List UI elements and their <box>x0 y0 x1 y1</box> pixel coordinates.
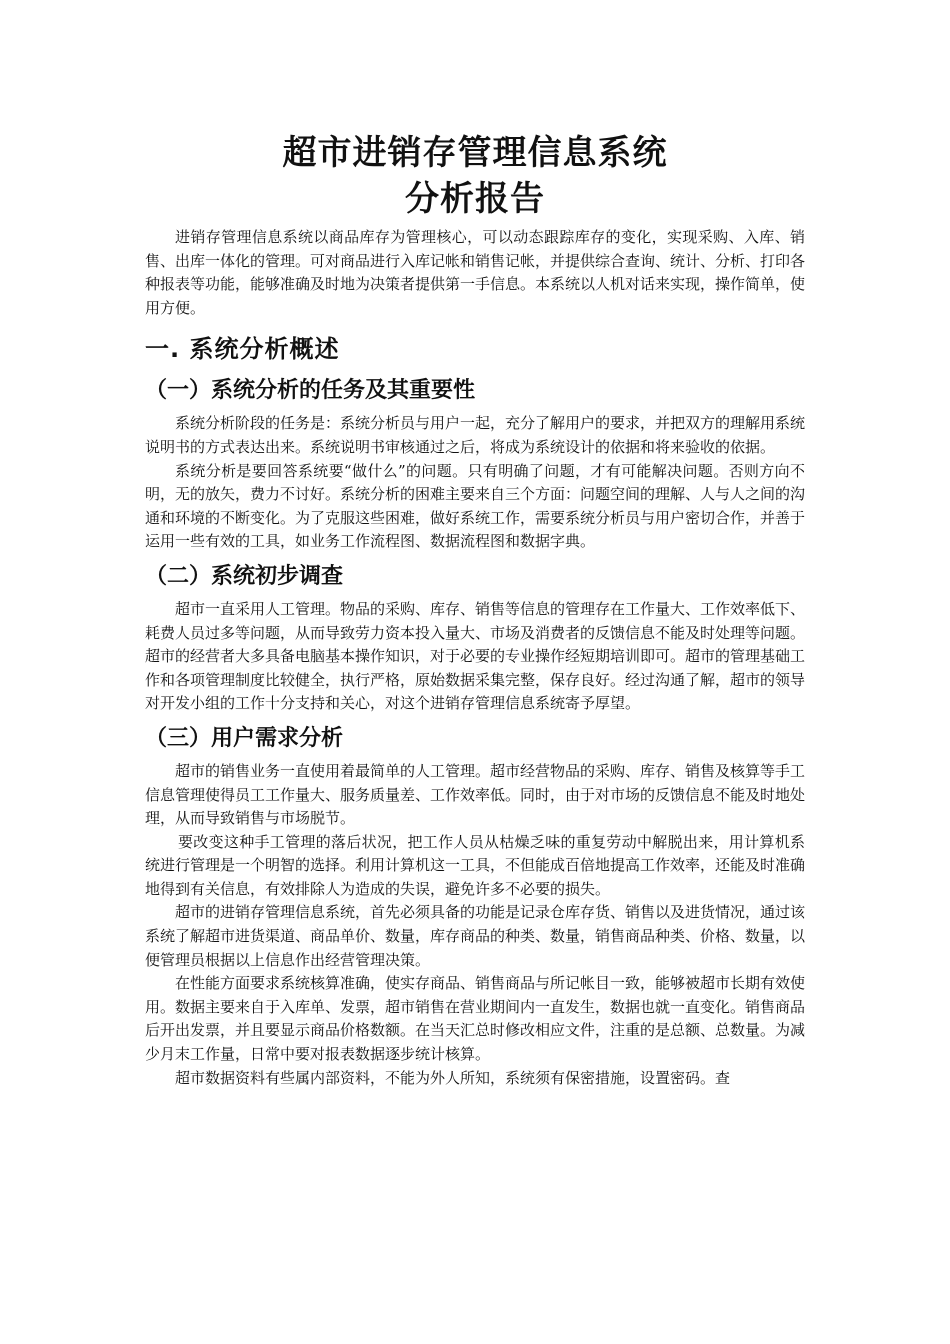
body-paragraph: 系统分析是要回答系统要“做什么”的问题。只有明确了问题，才有可能解决问题。否则方向不明，无的放矢，费力不讨好。系统分析的困难主要来自三个方面：问题空间的理解、人与人之间的沟通和环境的不断变化。为了克服这些困难，做好系统工作，需要系统分析员与用户密切合作，并善于运用一些有效的工具，如业务工作流程图、数据流程图和数据字典。 <box>145 461 806 551</box>
subsection-heading-requirements: （三）用户需求分析 <box>145 725 344 751</box>
subsection-heading-survey: （二）系统初步调查 <box>145 563 344 589</box>
subsection-heading-tasks: （一）系统分析的任务及其重要性 <box>145 378 476 404</box>
body-paragraph: 超市的销售业务一直使用着最简单的人工管理。超市经营物品的采购、库存、销售及核算等手工信息管理使得员工工作量大、服务质量差、工作效率低。同时，由于对市场的反馈信息不能及时地处理，从而导致销售与市场脱节。 <box>145 761 806 828</box>
body-paragraph: 在性能方面要求系统核算准确，使实存商品、销售商品与所记帐目一致，能够被超市长期有效使用。数据主要来自于入库单、发票，超市销售在营业期间内一直发生，数据也就一直变化。销售商品后开出发票，并且要显示商品价格数额。在当天汇总时修改相应文件，注重的是总额、总数量。为减少月末工作量，日常中要对报表数据逐步统计核算。 <box>145 974 806 1064</box>
body-paragraph: 超市的进销存管理信息系统，首先必须具备的功能是记录仓库存货、销售以及进货情况，通过该系统了解超市进货渠道、商品单价、数量，库存商品的种类、数量，销售商品种类、价格、数量，以便管理员根据以上信息作出经营管理决策。 <box>145 903 806 969</box>
intro-paragraph: 进销存管理信息系统以商品库存为管理核心，可以动态跟踪库存的变化，实现采购、入库、销售、出库一体化的管理。可对商品进行入库记帐和销售记帐，并提供综合查询、统计、分析、打印各种报表等功能，能够准确及时地为决策者提供第一手信息。本系统以人机对话来实现，操作简单，使用方便。 <box>145 228 806 317</box>
body-paragraph: 要改变这种手工管理的落后状况，把工作人员从枯燥乏味的重复劳动中解脱出来，用计算机系统进行管理是一个明智的选择。利用计算机这一工具，不但能成百倍地提高工作效率，还能及时准确地得到有关信息，有效排除人为造成的失误，避免许多不必要的损失。 <box>145 832 806 898</box>
document-title-line1: 超市进销存管理信息系统 <box>282 133 668 173</box>
body-paragraph: 系统分析阶段的任务是：系统分析员与用户一起，充分了解用户的要求，并把双方的理解用系统说明书的方式表达出来。系统说明书审核通过之后，将成为系统设计的依据和将来验收的依据。 <box>145 414 806 456</box>
body-paragraph: 超市数据资料有些属内部资料，不能为外人所知，系统须有保密措施，设置密码。查 <box>175 1068 731 1087</box>
document-page <box>145 0 805 1090</box>
document-title-line2: 分析报告 <box>405 179 545 219</box>
body-paragraph: 超市一直采用人工管理。物品的采购、库存、销售等信息的管理存在工作量大、工作效率低下、耗费人员过多等问题，从而导致劳力资本投入量大、市场及消费者的反馈信息不能及时处理等问题。超市的经营者大多具备电脑基本操作知识，对于必要的专业操作经短期培训即可。超市的管理基础工作和各项管理制度比较健全，执行严格，原始数据采集完整，保存良好。经过沟通了解，超市的领导对开发小组的工作十分支持和关心，对这个进销存管理信息系统寄予厚望。 <box>145 599 806 713</box>
section-heading-overview: 一. 系统分析概述 <box>145 335 340 364</box>
